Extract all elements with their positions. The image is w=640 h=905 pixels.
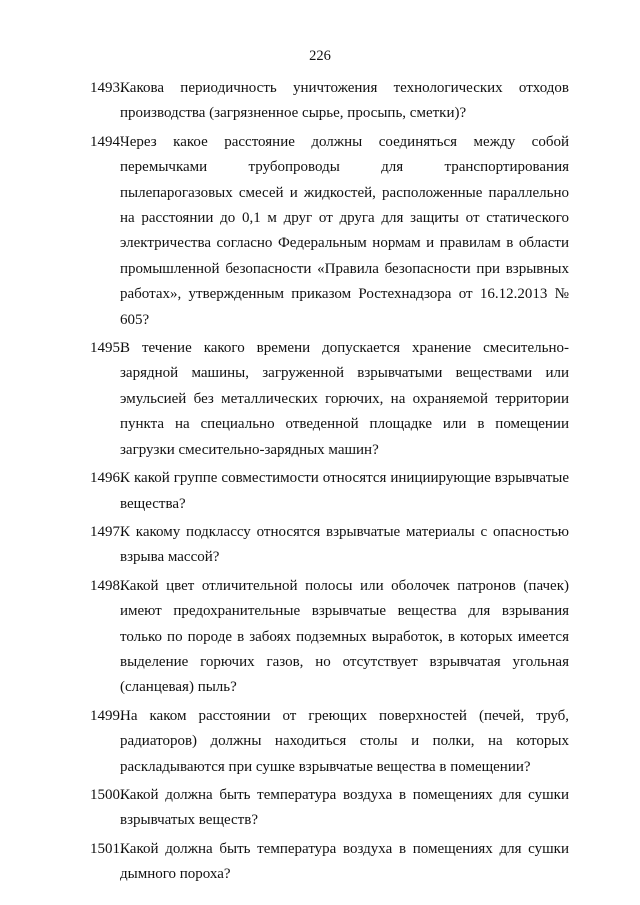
question-text: На каком расстоянии от греющих поверхностей (печей, труб, радиаторов) должны находиться столы и полки, на которых раскладываются при сушке взрывчатые вещества в помещении? bbox=[120, 707, 569, 775]
question-text: К какой группе совместимости относятся инициирующие взрывчатые вещества? bbox=[120, 470, 569, 512]
question-item-1497 bbox=[90, 520, 569, 571]
question-item-1499 bbox=[90, 704, 569, 780]
question-number: 1500. bbox=[90, 786, 124, 803]
question-text: Какой должна быть температура воздуха в помещениях для сушки взрывчатых веществ? bbox=[120, 786, 569, 829]
question-number: 1493. bbox=[90, 80, 124, 96]
question-number: 1496. bbox=[90, 470, 124, 487]
question-item-1494 bbox=[90, 130, 569, 333]
question-item-1493 bbox=[90, 76, 569, 127]
question-list bbox=[90, 76, 569, 891]
question-text: К какому подклассу относятся взрывчатые материалы с опасностью взрыва массой? bbox=[120, 523, 569, 566]
question-number: 1499. bbox=[90, 707, 124, 724]
question-number: 1495. bbox=[90, 340, 124, 357]
question-text: Какой цвет отличительной полосы или оболочек патронов (пачек) имеют предохранительные взрывчатые вещества для взрывания только по породе в забоях подземных выработок, в которых имеется выделение горючих газов, но отсутствует взрывчатая угольная (сланцевая) пыль? bbox=[120, 577, 569, 696]
question-item-1496 bbox=[90, 466, 569, 517]
question-text: Через какое расстояние должны соединяться между собой перемычками трубопроводы для транспортирования пылепарогазовых смесей и жидкостей, расположенные параллельно на расстоянии до 0,1 м друг от друга для защиты от статического электричества согласно Федеральным нормам и правилам в области промышленной безопасности «Правила безопасности при взрывных работах», утвержденным приказом Ростехнадзора от 16.12.2013 № 605? bbox=[120, 133, 569, 328]
question-number: 1494. bbox=[90, 133, 124, 150]
question-item-1501 bbox=[90, 837, 569, 888]
question-text: Какова периодичность уничтожения технологических отходов производства (загрязненное сырье, просыпь, сметки)? bbox=[120, 80, 569, 122]
question-item-1498 bbox=[90, 574, 569, 701]
question-number: 1498. bbox=[90, 577, 124, 594]
question-item-1500 bbox=[90, 783, 569, 834]
page-number: 226 bbox=[309, 48, 331, 64]
question-number: 1497. bbox=[90, 523, 124, 540]
question-number: 1501. bbox=[90, 840, 124, 857]
question-text: Какой должна быть температура воздуха в помещениях для сушки дымного пороха? bbox=[120, 840, 569, 883]
question-text: В течение какого времени допускается хранение смесительно-зарядной машины, загруженной взрывчатыми веществами или эмульсией без металлических горючих, на охраняемой территории пункта на специально отведенной площадке или в помещении загрузки смесительно-зарядных машин? bbox=[120, 340, 569, 458]
question-item-1495 bbox=[90, 336, 569, 463]
